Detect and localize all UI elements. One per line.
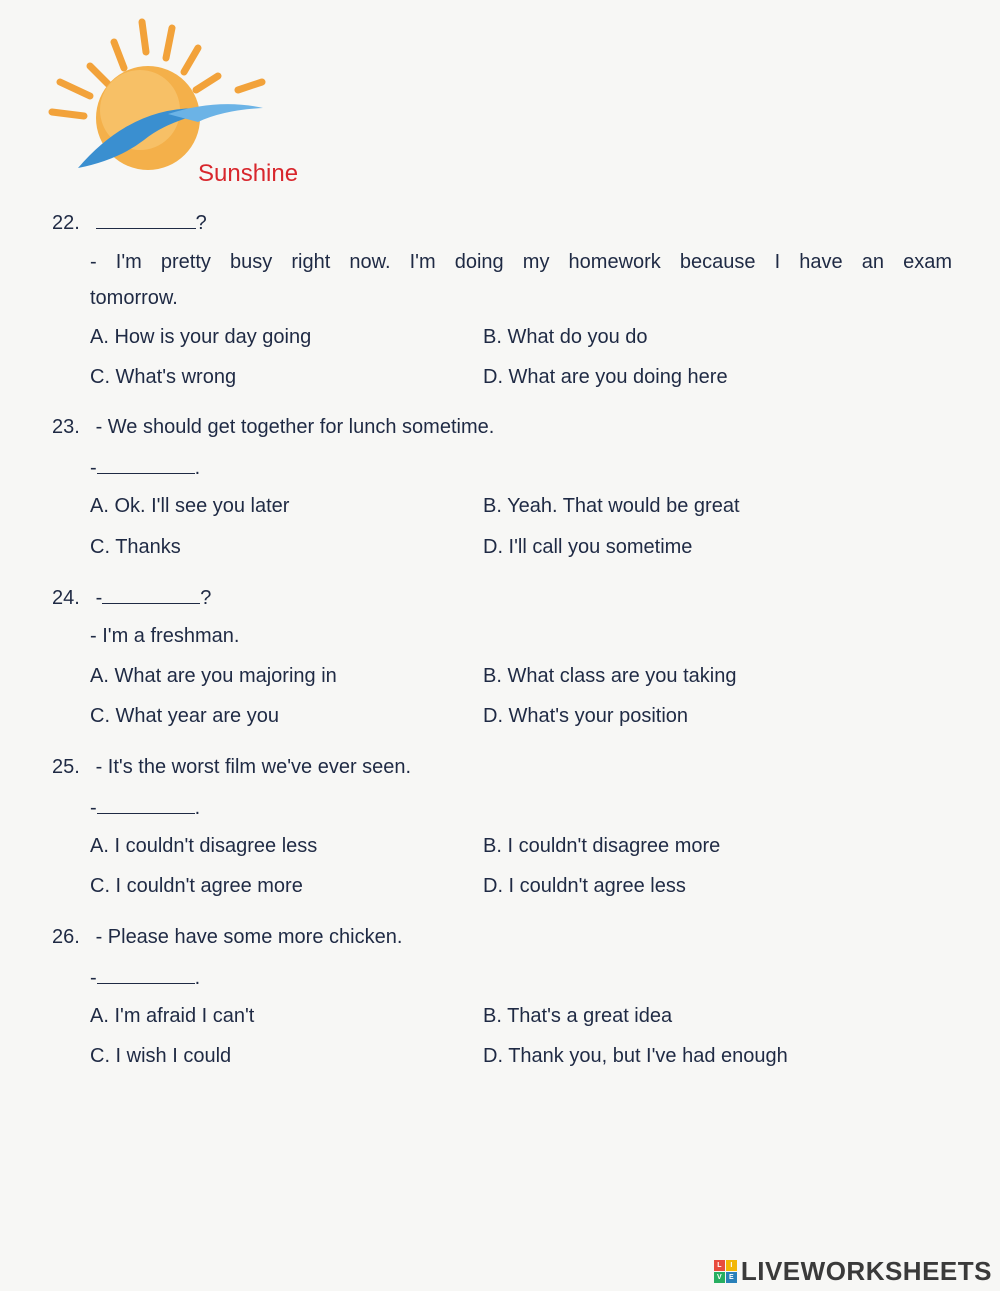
response-text: - I'm pretty busy right now. I'm doing my homework because I have an exam (90, 251, 952, 273)
option-d[interactable]: D. I'll call you sometime (483, 536, 693, 558)
question-prompt: - Please have some more chicken. (95, 926, 403, 948)
option-d[interactable]: D. What's your position (483, 705, 689, 727)
sun-icon (48, 18, 278, 178)
brand-name: LIVEWORKSHEETS (740, 1256, 992, 1286)
question-24: 24. - ? (52, 587, 212, 609)
option-b[interactable]: B. What do you do (483, 326, 648, 348)
option-c[interactable]: C. I couldn't agree more (90, 875, 303, 897)
response-text: - I'm a freshman. (90, 625, 240, 647)
answer-blank[interactable] (97, 455, 195, 474)
question-prompt: - It's the worst film we've ever seen. (95, 756, 412, 778)
logo-text: Sunshine (198, 160, 299, 187)
option-b[interactable]: B. I couldn't disagree more (483, 835, 721, 857)
option-d[interactable]: D. Thank you, but I've had enough (483, 1045, 788, 1067)
option-a[interactable]: A. I couldn't disagree less (90, 835, 318, 857)
question-number: 25. (52, 756, 80, 778)
question-23 (52, 415, 494, 439)
question-22 (52, 210, 207, 235)
option-b[interactable]: B. That's a great idea (483, 1005, 673, 1027)
answer-blank[interactable] (96, 210, 196, 229)
sunshine-logo (48, 18, 299, 187)
question-number: 26. (52, 926, 80, 948)
option-c[interactable]: C. Thanks (90, 536, 181, 558)
option-d[interactable]: D. What are you doing here (483, 366, 728, 388)
answer-blank[interactable] (102, 585, 200, 604)
option-d[interactable]: D. I couldn't agree less (483, 875, 686, 897)
option-c[interactable]: C. What year are you (90, 705, 279, 727)
question-25 (52, 755, 411, 779)
answer-line: - . (90, 797, 201, 819)
option-b[interactable]: B. Yeah. That would be great (483, 495, 740, 517)
answer-line: - . (90, 967, 201, 989)
question-26 (52, 925, 402, 949)
question-mark: ? (195, 212, 207, 234)
option-a[interactable]: A. I'm afraid I can't (90, 1005, 255, 1027)
liveworksheets-logo (714, 1256, 992, 1287)
answer-line: - . (90, 457, 201, 479)
question-number: 23. (52, 416, 80, 438)
answer-blank[interactable] (97, 795, 195, 814)
option-c[interactable]: C. What's wrong (90, 366, 237, 388)
option-a[interactable]: A. How is your day going (90, 326, 312, 348)
option-a[interactable]: A. What are you majoring in (90, 665, 337, 687)
question-prompt: - We should get together for lunch sometime. (95, 416, 495, 438)
question-number: 24. (52, 587, 80, 609)
response-text-cont: tomorrow. (90, 287, 178, 309)
option-a[interactable]: A. Ok. I'll see you later (90, 495, 290, 517)
option-b[interactable]: B. What class are you taking (483, 665, 737, 687)
blocks-icon: L I V E (714, 1260, 737, 1283)
question-number: 22. (52, 212, 80, 234)
option-c[interactable]: C. I wish I could (90, 1045, 232, 1067)
answer-blank[interactable] (97, 965, 195, 984)
